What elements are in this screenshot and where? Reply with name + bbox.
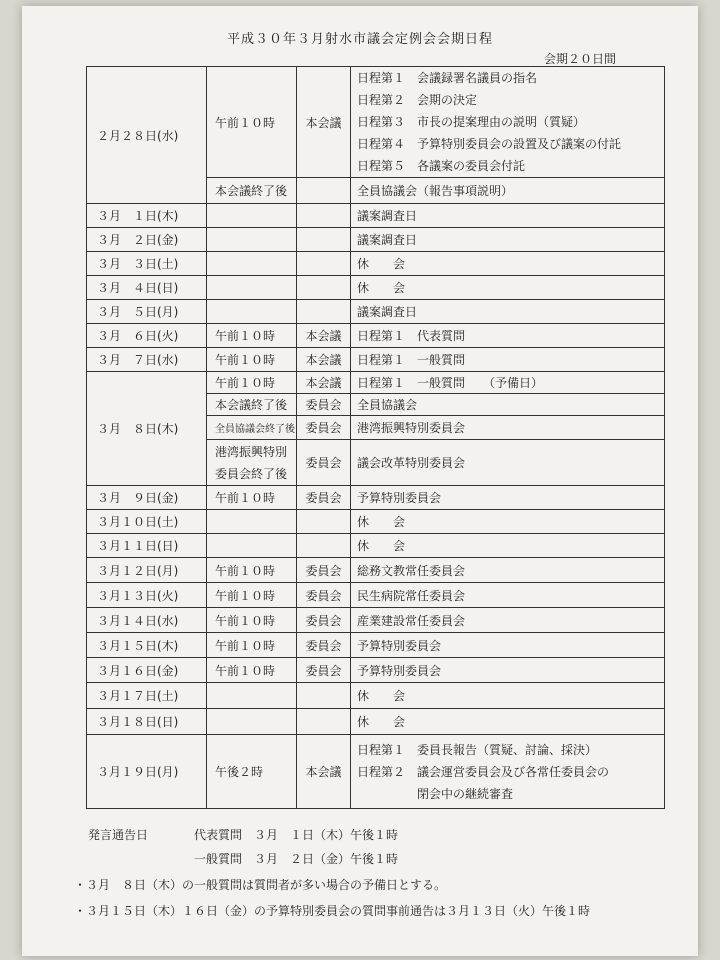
agenda-line: 日程第２ 議会運営委員会及び各常任委員会の bbox=[357, 764, 610, 779]
agenda-cell: 休 会 bbox=[351, 709, 665, 735]
footnote: ・３月 ８日（木）の一般質問は質問者が多い場合の予備日とする。 bbox=[74, 878, 447, 892]
time-cell: 全員協議会終了後 bbox=[207, 416, 297, 440]
date-cell: ３月１６日(金) bbox=[87, 658, 207, 683]
agenda-line: 日程第２ 会期の決定 bbox=[357, 93, 478, 107]
table-row bbox=[87, 372, 665, 394]
kind-cell bbox=[297, 252, 351, 276]
kind-cell bbox=[297, 534, 351, 558]
kind-cell: 委員会 bbox=[297, 608, 351, 633]
agenda-cell: 予算特別委員会 bbox=[351, 658, 665, 683]
time-cell: 午前１０時 bbox=[207, 658, 297, 683]
agenda-cell: 総務文教常任委員会 bbox=[351, 558, 665, 583]
time-cell: 午前１０時 bbox=[207, 608, 297, 633]
agenda-line: 日程第５ 各議案の委員会付託 bbox=[357, 159, 526, 173]
agenda-cell: 休 会 bbox=[351, 683, 665, 709]
date-cell: ３月１１日(日) bbox=[87, 534, 207, 558]
time-cell: 本会議終了後 bbox=[207, 394, 297, 416]
agenda-cell: 休 会 bbox=[351, 276, 665, 300]
time-cell bbox=[207, 276, 297, 300]
time-cell: 午前１０時 bbox=[207, 348, 297, 372]
table-row bbox=[87, 735, 665, 809]
kind-cell bbox=[297, 178, 351, 204]
table-row bbox=[87, 608, 665, 633]
agenda-cell: 日程第１ 一般質問 bbox=[351, 348, 665, 372]
time-cell: 午前１０時 bbox=[207, 486, 297, 510]
date-cell: ３月 ２日(金) bbox=[87, 228, 207, 252]
table-row bbox=[87, 583, 665, 608]
time-cell: 午後２時 bbox=[207, 735, 297, 809]
agenda-cell bbox=[351, 735, 665, 809]
notice-line: 一般質問 ３月 ２日（金）午後１時 bbox=[194, 852, 399, 866]
agenda-cell: 議案調査日 bbox=[351, 300, 665, 324]
table-row bbox=[87, 558, 665, 583]
session-term: 会期２０日間 bbox=[543, 52, 616, 66]
agenda-cell: 予算特別委員会 bbox=[351, 486, 665, 510]
time-line: 港湾振興特別 bbox=[215, 444, 288, 459]
table-row bbox=[87, 67, 665, 178]
time-cell bbox=[207, 709, 297, 735]
kind-cell: 本会議 bbox=[297, 735, 351, 809]
kind-cell bbox=[297, 228, 351, 252]
kind-cell: 委員会 bbox=[297, 394, 351, 416]
agenda-cell: 日程第１ 一般質問 （予備日） bbox=[351, 372, 665, 394]
time-cell bbox=[207, 228, 297, 252]
agenda-cell: 議案調査日 bbox=[351, 228, 665, 252]
table-row bbox=[87, 633, 665, 658]
agenda-line: 日程第４ 予算特別委員会の設置及び議案の付託 bbox=[357, 137, 622, 151]
table-row bbox=[87, 228, 665, 252]
kind-cell: 委員会 bbox=[297, 558, 351, 583]
time-cell: 午前１０時 bbox=[207, 558, 297, 583]
table-row bbox=[87, 276, 665, 300]
kind-cell: 本会議 bbox=[297, 348, 351, 372]
kind-cell: 委員会 bbox=[297, 658, 351, 683]
agenda-cell: 議会改革特別委員会 bbox=[351, 440, 665, 486]
date-cell: ３月１７日(土) bbox=[87, 683, 207, 709]
table-row bbox=[87, 510, 665, 534]
date-cell: ３月 ６日(火) bbox=[87, 324, 207, 348]
time-cell: 午前１０時 bbox=[207, 583, 297, 608]
table-row bbox=[87, 348, 665, 372]
notice-label: 発言通告日 bbox=[88, 828, 149, 842]
date-cell: ３月 １日(木) bbox=[87, 204, 207, 228]
agenda-cell: 全員協議会（報告事項説明） bbox=[351, 178, 665, 204]
date-cell: ３月１２日(月) bbox=[87, 558, 207, 583]
time-cell bbox=[207, 204, 297, 228]
agenda-cell: 予算特別委員会 bbox=[351, 633, 665, 658]
kind-cell: 本会議 bbox=[297, 324, 351, 348]
table-row bbox=[87, 204, 665, 228]
kind-cell: 本会議 bbox=[297, 67, 351, 178]
kind-cell bbox=[297, 683, 351, 709]
date-cell: ３月１９日(月) bbox=[87, 735, 207, 809]
table-row bbox=[87, 683, 665, 709]
kind-cell bbox=[297, 276, 351, 300]
agenda-cell: 産業建設常任委員会 bbox=[351, 608, 665, 633]
agenda-cell: 日程第１ 代表質問 bbox=[351, 324, 665, 348]
date-cell: ３月１５日(木) bbox=[87, 633, 207, 658]
time-cell: 午前１０時 bbox=[207, 633, 297, 658]
agenda-cell: 議案調査日 bbox=[351, 204, 665, 228]
date-cell: ３月１４日(水) bbox=[87, 608, 207, 633]
kind-cell: 本会議 bbox=[297, 372, 351, 394]
time-cell bbox=[207, 300, 297, 324]
kind-cell: 委員会 bbox=[297, 416, 351, 440]
kind-cell: 委員会 bbox=[297, 486, 351, 510]
agenda-line: 日程第１ 会議録署名議員の指名 bbox=[357, 71, 538, 85]
date-cell: ３月 ７日(水) bbox=[87, 348, 207, 372]
kind-cell bbox=[297, 300, 351, 324]
time-cell bbox=[207, 252, 297, 276]
table-row bbox=[87, 658, 665, 683]
agenda-cell: 休 会 bbox=[351, 252, 665, 276]
table-row bbox=[87, 324, 665, 348]
kind-cell bbox=[297, 204, 351, 228]
time-cell: 本会議終了後 bbox=[207, 178, 297, 204]
date-cell: ３月 ４日(日) bbox=[87, 276, 207, 300]
agenda-cell: 民生病院常任委員会 bbox=[351, 583, 665, 608]
schedule-table bbox=[86, 66, 665, 809]
time-cell bbox=[207, 510, 297, 534]
time-cell: 午前１０時 bbox=[207, 67, 297, 178]
table-row bbox=[87, 486, 665, 510]
table-row bbox=[87, 252, 665, 276]
agenda-line: 日程第３ 市長の提案理由の説明（質疑） bbox=[357, 115, 586, 129]
agenda-cell bbox=[351, 67, 665, 178]
agenda-cell: 港湾振興特別委員会 bbox=[351, 416, 665, 440]
time-cell: 午前１０時 bbox=[207, 372, 297, 394]
notice-line: 代表質問 ３月 １日（木）午後１時 bbox=[194, 828, 399, 842]
date-cell: ３月 ５日(月) bbox=[87, 300, 207, 324]
time-cell bbox=[207, 440, 297, 486]
agenda-line: 日程第１ 委員長報告（質疑、討論、採決） bbox=[357, 742, 598, 757]
kind-cell bbox=[297, 510, 351, 534]
agenda-line: 閉会中の継続審査 bbox=[357, 786, 514, 801]
footnote: ・３月１５日（木）１６日（金）の予算特別委員会の質問事前通告は３月１３日（火）午後１時 bbox=[74, 904, 591, 918]
date-cell: ３月１８日(日) bbox=[87, 709, 207, 735]
agenda-cell: 全員協議会 bbox=[351, 394, 665, 416]
kind-cell: 委員会 bbox=[297, 440, 351, 486]
time-cell: 午前１０時 bbox=[207, 324, 297, 348]
table-row bbox=[87, 300, 665, 324]
date-cell: ３月１３日(火) bbox=[87, 583, 207, 608]
document-page bbox=[22, 6, 698, 956]
kind-cell bbox=[297, 709, 351, 735]
time-line: 委員会終了後 bbox=[215, 466, 288, 481]
agenda-cell: 休 会 bbox=[351, 510, 665, 534]
document-title: 平成３０年３月射水市議会定例会会期日程 bbox=[226, 32, 493, 47]
agenda-cell: 休 会 bbox=[351, 534, 665, 558]
kind-cell: 委員会 bbox=[297, 583, 351, 608]
date-cell: ３月 ３日(土) bbox=[87, 252, 207, 276]
time-cell bbox=[207, 534, 297, 558]
table-row bbox=[87, 534, 665, 558]
date-cell: ２月２８日(水) bbox=[87, 67, 207, 204]
date-cell: ３月 ８日(木) bbox=[87, 372, 207, 486]
date-cell: ３月１０日(土) bbox=[87, 510, 207, 534]
time-cell bbox=[207, 683, 297, 709]
kind-cell: 委員会 bbox=[297, 633, 351, 658]
date-cell: ３月 ９日(金) bbox=[87, 486, 207, 510]
table-row bbox=[87, 709, 665, 735]
